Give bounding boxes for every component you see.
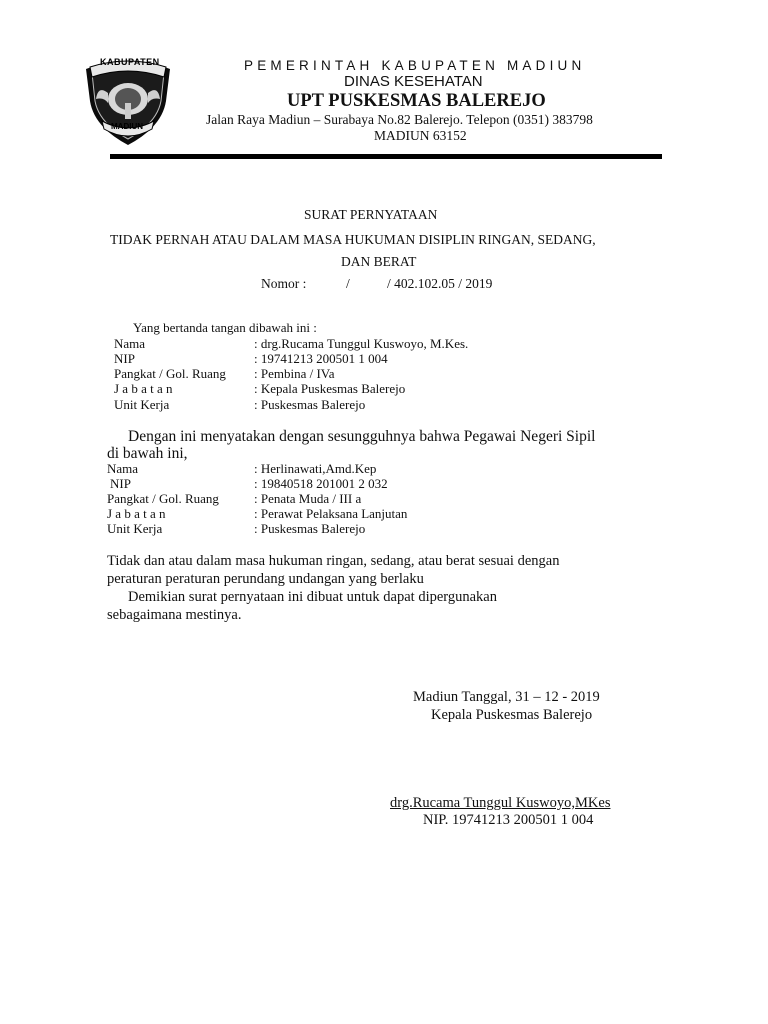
document-subtitle-line2: DAN BERAT: [341, 254, 417, 269]
employee-nip-value: : 19840518 201001 2 032: [254, 476, 388, 491]
signer-position-label: J a b a t a n: [114, 381, 173, 396]
employee-rank-label: Pangkat / Gol. Ruang: [107, 491, 219, 506]
signer-nip-value: : 19741213 200501 1 004: [254, 351, 388, 366]
letterhead-government: PEMERINTAH KABUPATEN MADIUN: [244, 58, 586, 73]
signer-position-value: : Kepala Puskesmas Balerejo: [254, 381, 406, 396]
employee-name-value: : Herlinawati,Amd.Kep: [254, 461, 377, 476]
nomor-slash: /: [346, 276, 350, 291]
letterhead-city: MADIUN 63152: [374, 128, 467, 143]
employee-unit-value: : Puskesmas Balerejo: [254, 521, 366, 536]
document-subtitle-line1: TIDAK PERNAH ATAU DALAM MASA HUKUMAN DISIPLIN RINGAN, SEDANG,: [110, 232, 596, 247]
employee-position-value: : Perawat Pelaksana Lanjutan: [254, 506, 408, 521]
employee-position-label: J a b a t a n: [107, 506, 166, 521]
signature-name: drg.Rucama Tunggul Kuswoyo,MKes: [390, 795, 611, 811]
letterhead-divider: [110, 154, 662, 159]
regency-emblem-icon: [78, 55, 178, 147]
letterhead-address: Jalan Raya Madiun – Surabaya No.82 Balerejo. Telepon (0351) 383798: [206, 112, 593, 127]
signer-name-value: : drg.Rucama Tunggul Kuswoyo, M.Kes.: [254, 336, 469, 351]
nomor-value: / 402.102.05 / 2019: [387, 276, 493, 291]
employee-name-label: Nama: [107, 461, 139, 476]
letterhead-institution: UPT PUSKESMAS BALEREJO: [287, 91, 546, 111]
logo-text-top: KABUPATEN: [100, 57, 160, 67]
signature-nip: NIP. 19741213 200501 1 004: [423, 812, 594, 828]
signature-position: Kepala Puskesmas Balerejo: [431, 707, 593, 723]
statement-line2: di bawah ini,: [107, 445, 188, 462]
signer-intro: Yang bertanda tangan dibawah ini :: [133, 320, 317, 335]
signer-rank-label: Pangkat / Gol. Ruang: [114, 366, 226, 381]
nomor-label: Nomor :: [261, 276, 307, 291]
logo-text-bottom: MADIUN: [111, 122, 143, 131]
body-paragraph2-line1: Demikian surat pernyataan ini dibuat untuk dapat dipergunakan: [128, 589, 497, 605]
employee-unit-label: Unit Kerja: [107, 521, 163, 536]
document-title: SURAT PERNYATAAN: [304, 207, 438, 222]
signer-name-label: Nama: [114, 336, 146, 351]
employee-rank-value: : Penata Muda / III a: [254, 491, 362, 506]
body-paragraph1-line2: peraturan peraturan perundang undangan yang berlaku: [107, 571, 424, 587]
signer-unit-label: Unit Kerja: [114, 397, 170, 412]
body-paragraph2-line2: sebagaimana mestinya.: [107, 607, 242, 623]
letterhead-department: DINAS KESEHATAN: [344, 73, 483, 90]
signer-unit-value: : Puskesmas Balerejo: [254, 397, 366, 412]
signature-date: Madiun Tanggal, 31 – 12 - 2019: [413, 689, 600, 705]
employee-nip-label: NIP: [110, 476, 131, 491]
statement-line1: Dengan ini menyatakan dengan sesungguhnya bahwa Pegawai Negeri Sipil: [128, 428, 596, 445]
signer-nip-label: NIP: [114, 351, 135, 366]
signer-rank-value: : Pembina / IVa: [254, 366, 335, 381]
body-paragraph1-line1: Tidak dan atau dalam masa hukuman ringan, sedang, atau berat sesuai dengan: [107, 553, 560, 569]
regency-logo: [78, 55, 178, 147]
